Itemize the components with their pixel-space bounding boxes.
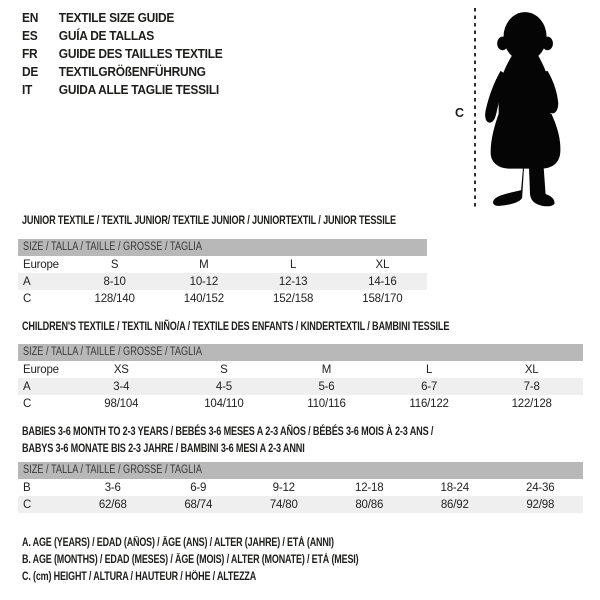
height-cell: 92/98 xyxy=(526,498,555,511)
height-cell: 74/80 xyxy=(269,498,298,511)
age-cell: 10-12 xyxy=(189,275,219,288)
height-cell: 98/104 xyxy=(104,397,139,410)
height-cell: 104/110 xyxy=(204,397,244,410)
row-label: Europe xyxy=(23,258,59,271)
language-row-fr xyxy=(22,44,222,62)
language-row-de xyxy=(22,62,222,80)
size-cell: S xyxy=(220,363,228,376)
row-label: C xyxy=(23,498,32,511)
size-header-row xyxy=(18,239,427,256)
language-code: IT xyxy=(22,81,33,97)
size-header-row xyxy=(18,344,583,361)
size-header-row xyxy=(18,462,583,479)
junior-section-title: JUNIOR TEXTILE / TEXTIL JUNIOR/ TEXTILE JUNIOR / JUNIORTEXTIL / JUNIOR TESSILE xyxy=(22,213,396,227)
language-code: FR xyxy=(22,45,38,61)
height-cell: 128/140 xyxy=(94,292,135,305)
size-cell: XS xyxy=(113,363,129,376)
height-measure-label: C xyxy=(455,106,465,120)
age-cell: 14-16 xyxy=(368,275,397,288)
babies-title-line2: BABYS 3-6 MONATE BIS 2-3 JAHRE / BAMBINI 3-6 MESI A 2-3 ANNI xyxy=(22,441,305,455)
table-row-age xyxy=(18,378,583,395)
size-header-label: SIZE / TALLA / TAILLE / GRÖSSE / TAGLIA xyxy=(23,241,202,253)
language-code: DE xyxy=(22,63,39,79)
size-cell: XL xyxy=(524,363,539,376)
height-measure-dotted-line xyxy=(474,8,476,207)
age-cell: 6-9 xyxy=(190,481,207,494)
table-row-age-months xyxy=(18,479,583,496)
age-cell: 18-24 xyxy=(440,481,469,494)
baby-silhouette-icon xyxy=(483,8,571,208)
size-cell: L xyxy=(290,258,297,271)
babies-title-line1: BABIES 3-6 MONTH TO 2-3 YEARS / BEBÉS 3-6 MESES A 2-3 AÑOS / BÉBÉS 3-6 MOIS À 2-3 ANS / xyxy=(22,424,434,438)
age-cell: 8-10 xyxy=(103,275,126,288)
table-row-age xyxy=(18,273,427,290)
junior-size-table xyxy=(18,239,427,307)
age-cell: 3-6 xyxy=(104,481,121,494)
babies-size-table xyxy=(18,462,583,513)
age-cell: 12-13 xyxy=(278,275,308,288)
children-size-table xyxy=(18,344,583,412)
age-cell: 5-6 xyxy=(318,380,335,393)
height-cell: 110/116 xyxy=(307,397,346,410)
footnote-a: A. AGE (YEARS) / EDAD (AÑOS) / ÂGE (ANS) / ALTER (JAHRE) / ETÀ (ANNI) xyxy=(22,537,334,549)
height-cell: 62/68 xyxy=(98,498,127,511)
table-row-europe xyxy=(18,256,427,273)
size-cell: L xyxy=(425,363,433,376)
height-cell: 116/122 xyxy=(409,397,449,410)
language-code: EN xyxy=(22,9,39,25)
height-cell: 80/86 xyxy=(355,498,384,511)
language-code: ES xyxy=(22,27,38,43)
size-cell: XL xyxy=(375,258,390,271)
language-row-en xyxy=(22,8,222,26)
size-header-label: SIZE / TALLA / TAILLE / GRÖSSE / TAGLIA xyxy=(23,346,202,358)
row-label: A xyxy=(23,380,31,393)
height-cell: 122/128 xyxy=(511,397,552,410)
table-row-height xyxy=(18,496,583,513)
age-cell: 4-5 xyxy=(215,380,232,393)
footnote-c: C. (cm) HEIGHT / ALTURA / HAUTEUR / HÖHE / ALTEZZA xyxy=(22,571,257,583)
table-row-height xyxy=(18,395,583,412)
language-label: GUIDE DES TAILLES TEXTILE xyxy=(58,45,223,61)
babies-section-title xyxy=(22,423,563,457)
table-row-height xyxy=(18,290,427,307)
row-label: B xyxy=(23,481,31,494)
language-label: GUÍA DE TALLAS xyxy=(58,27,154,43)
row-label: A xyxy=(23,275,31,288)
row-label: Europe xyxy=(23,363,59,376)
children-section-title: CHILDREN'S TEXTILE / TEXTIL NIÑO/A / TEXTILE DES ENFANTS / KINDERTEXTIL / BAMBINI TESSILE xyxy=(22,319,450,333)
age-cell: 7-8 xyxy=(523,380,540,393)
language-label: GUIDA ALLE TAGLIE TESSILI xyxy=(58,81,219,97)
height-cell: 158/170 xyxy=(362,292,403,305)
age-cell: 3-4 xyxy=(113,380,130,393)
footnotes xyxy=(22,535,453,586)
size-cell: M xyxy=(321,363,332,376)
language-row-es xyxy=(22,26,222,44)
height-cell: 152/158 xyxy=(273,292,314,305)
height-cell: 140/152 xyxy=(183,292,224,305)
size-cell: S xyxy=(110,258,119,271)
row-label: C xyxy=(23,397,32,410)
language-list xyxy=(22,8,240,98)
age-cell: 24-36 xyxy=(526,481,555,494)
table-row-europe xyxy=(18,361,583,378)
size-header-label: SIZE / TALLA / TAILLE / GRÖSSE / TAGLIA xyxy=(23,464,202,476)
height-cell: 86/92 xyxy=(440,498,469,511)
height-cell: 68/74 xyxy=(184,498,213,511)
age-cell: 6-7 xyxy=(421,380,438,393)
language-label: TEXTILGRÖßENFÜHRUNG xyxy=(58,63,206,79)
size-cell: M xyxy=(199,258,209,271)
row-label: C xyxy=(23,292,32,305)
age-cell: 9-12 xyxy=(272,481,295,494)
age-cell: 12-18 xyxy=(355,481,384,494)
language-row-it xyxy=(22,80,222,98)
footnote-b: B. AGE (MONTHS) / EDAD (MESES) / ÂGE (MOIS) / ALTER (MONATE) / ETÀ (MESI) xyxy=(22,554,359,566)
language-label: TEXTILE SIZE GUIDE xyxy=(58,9,175,25)
